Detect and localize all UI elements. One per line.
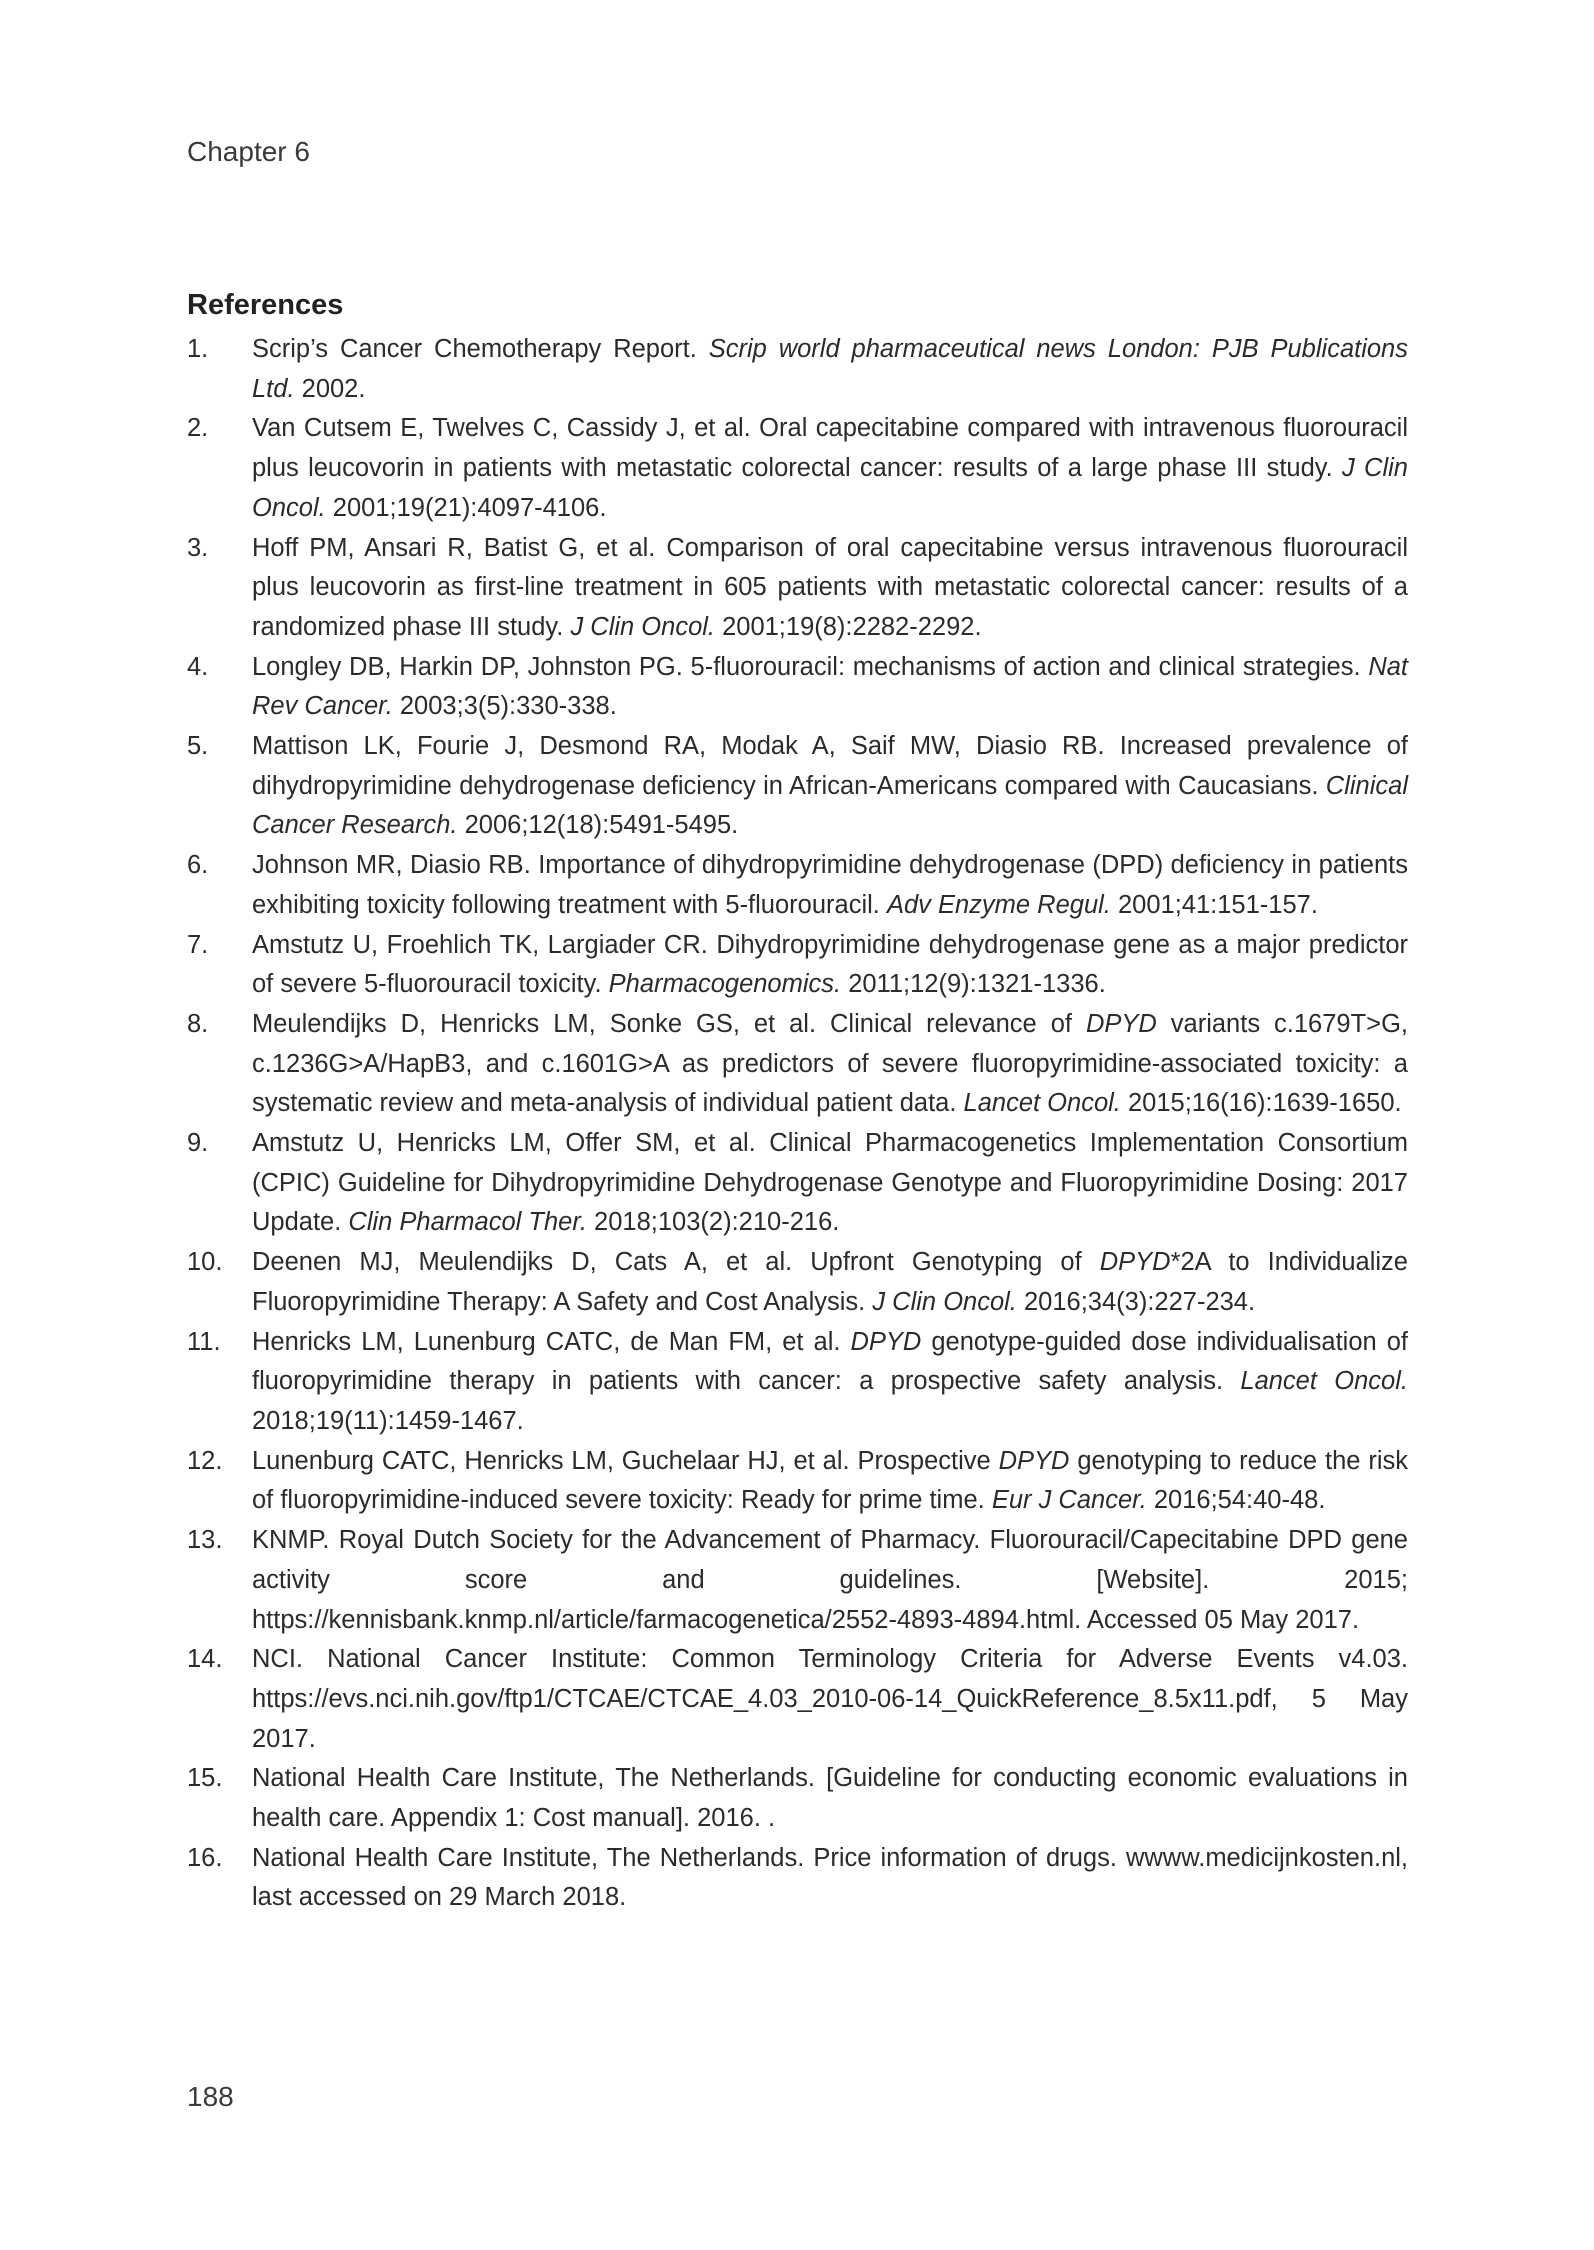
- reference-italic-segment: DPYD: [1099, 1248, 1171, 1277]
- reference-italic-segment: Adv Enzyme Regul.: [886, 890, 1111, 919]
- reference-segment: 2003;3(5):330-338.: [392, 692, 617, 721]
- reference-italic-segment: Pharmacogenomics.: [608, 970, 842, 999]
- reference-segment: *2A to Individualize Fluoropyrimidine Therapy: A Safety and Cost Analysis.: [252, 1248, 1408, 1316]
- reference-text: [252, 727, 1408, 846]
- reference-item: [187, 330, 1408, 409]
- reference-item: [187, 1243, 1408, 1322]
- page-number: 188: [187, 2081, 234, 2112]
- reference-italic-segment: DPYD: [1085, 1009, 1157, 1038]
- reference-segment: NCI. National Cancer Institute: Common Terminology Criteria for Adverse Events v4.03. https://evs.nci.nih.gov/ftp1/CTCAE/CTCAE_4.03_2010-06-14_QuickReference_8.5x11.pdf, 5 May 2017.: [252, 1645, 1408, 1753]
- reference-text: [252, 330, 1408, 409]
- reference-segment: 2018;103(2):210-216.: [586, 1208, 840, 1237]
- reference-segment: 2001;41:151-157.: [1110, 890, 1318, 919]
- reference-segment: Mattison LK, Fourie J, Desmond RA, Modak A, Saif MW, Diasio RB. Increased prevalence of dihydropyrimidine dehydrogenase deficiency in African-Americans compared with Caucasians.: [252, 732, 1408, 800]
- reference-segment: 2011;12(9):1321-1336.: [841, 970, 1106, 999]
- reference-number: 13.: [187, 1526, 223, 1555]
- reference-number: 9.: [187, 1129, 209, 1158]
- reference-segment: Henricks LM, Lunenburg CATC, de Man FM, et al.: [252, 1327, 851, 1356]
- reference-number: 3.: [187, 533, 209, 562]
- reference-segment: National Health Care Institute, The Netherlands. Price information of drugs. wwww.medicijnkosten.nl, last accessed on 29 March 2018.: [252, 1843, 1408, 1912]
- reference-segment: Van Cutsem E, Twelves C, Cassidy J, et al. Oral capecitabine compared with intravenous fluorouracil plus leucovorin in patients with metastatic colorectal cancer: results of a large phase III study.: [252, 414, 1408, 483]
- reference-segment: genotyping to reduce the risk of fluoropyrimidine-induced severe toxicity: Ready for prime time.: [252, 1446, 1408, 1515]
- reference-segment: National Health Care Institute, The Netherlands. [Guideline for conducting economic evaluations in health care. Appendix 1: Cost manual]. 2016. .: [252, 1764, 1408, 1833]
- reference-text: [252, 926, 1408, 1005]
- reference-italic-segment: Clinical Cancer Research.: [252, 771, 1408, 840]
- reference-segment: 2002.: [294, 374, 366, 403]
- reference-item: [187, 926, 1408, 1005]
- reference-number: 2.: [187, 414, 209, 443]
- reference-italic-segment: J Clin Oncol.: [872, 1287, 1017, 1316]
- reference-segment: 2018;19(11):1459-1467.: [252, 1406, 524, 1435]
- reference-segment: 2001;19(21):4097-4106.: [325, 493, 607, 522]
- reference-segment: Amstutz U, Froehlich TK, Largiader CR. Dihydropyrimidine dehydrogenase gene as a major predictor of severe 5-fluorouracil toxicity.: [252, 930, 1408, 999]
- reference-segment: Lunenburg CATC, Henricks LM, Guchelaar HJ, et al. Prospective: [252, 1446, 999, 1475]
- reference-italic-segment: Clin Pharmacol Ther.: [348, 1208, 587, 1237]
- reference-italic-segment: Lancet Oncol.: [1240, 1367, 1408, 1396]
- reference-segment: Longley DB, Harkin DP, Johnston PG. 5-fluorouracil: mechanisms of action and clinical strategies.: [252, 652, 1369, 681]
- reference-item: [187, 1759, 1408, 1838]
- reference-segment: 2001;19(8):2282-2292.: [715, 612, 982, 641]
- reference-segment: Amstutz U, Henricks LM, Offer SM, et al. Clinical Pharmacogenetics Implementation Consortium (CPIC) Guideline for Dihydropyrimidine Dehydrogenase Genotype and Fluoropyrimidine Dosing: 2017 Update.: [252, 1129, 1408, 1237]
- reference-text: [252, 648, 1408, 727]
- reference-segment: Deenen MJ, Meulendijks D, Cats A, et al. Upfront Genotyping of: [252, 1248, 1100, 1277]
- reference-list: [187, 330, 1408, 1918]
- reference-number: 1.: [187, 335, 209, 363]
- reference-number: 12.: [187, 1446, 223, 1475]
- reference-segment: Meulendijks D, Henricks LM, Sonke GS, et al. Clinical relevance of: [252, 1009, 1086, 1038]
- reference-number: 11.: [187, 1327, 221, 1356]
- reference-number: 14.: [187, 1645, 223, 1674]
- reference-text: [252, 1759, 1408, 1838]
- reference-text: [252, 846, 1408, 925]
- reference-italic-segment: DPYD: [850, 1327, 922, 1356]
- reference-number: 6.: [187, 851, 209, 880]
- reference-number: 10.: [187, 1248, 223, 1277]
- reference-item: [187, 648, 1408, 727]
- reference-text: [252, 1005, 1408, 1124]
- reference-item: [187, 727, 1408, 846]
- reference-number: 16.: [187, 1843, 223, 1872]
- reference-item: [187, 409, 1408, 528]
- reference-item: [187, 1323, 1408, 1442]
- reference-number: 7.: [187, 930, 209, 959]
- reference-segment: 2016;54:40-48.: [1146, 1486, 1326, 1515]
- reference-text: [252, 1124, 1408, 1243]
- reference-segment: 2015;16(16):1639-1650.: [1120, 1089, 1402, 1118]
- reference-number: 8.: [187, 1009, 209, 1038]
- reference-text: [252, 529, 1408, 648]
- section-heading: References: [187, 289, 344, 321]
- reference-italic-segment: Lancet Oncol.: [963, 1089, 1121, 1118]
- reference-italic-segment: J Clin Oncol.: [570, 612, 715, 641]
- reference-segment: Scrip’s Cancer Chemotherapy Report.: [252, 335, 709, 363]
- reference-item: [187, 1640, 1408, 1759]
- reference-italic-segment: Scrip world pharmaceutical news London: PJB Publications Ltd.: [252, 335, 1408, 403]
- reference-text: [252, 1521, 1408, 1640]
- reference-item: [187, 1442, 1408, 1521]
- reference-segment: KNMP. Royal Dutch Society for the Advancement of Pharmacy. Fluorouracil/Capecitabine DPD gene activity score and guidelines. [Website]. 2015; https://kennisbank.knmp.nl/article/farmacogenetica/2552-4893-4894.html. Accessed 05 May 2017.: [252, 1526, 1408, 1634]
- reference-text: [252, 1640, 1408, 1759]
- reference-italic-segment: J Clin Oncol.: [252, 454, 1408, 522]
- reference-item: [187, 1005, 1408, 1124]
- reference-item: [187, 846, 1408, 925]
- reference-number: 5.: [187, 732, 209, 761]
- reference-item: [187, 1839, 1408, 1918]
- reference-italic-segment: Eur J Cancer.: [991, 1486, 1147, 1515]
- reference-text: [252, 1243, 1408, 1322]
- reference-segment: 2016;34(3):227-234.: [1016, 1287, 1256, 1316]
- reference-italic-segment: Nat Rev Cancer.: [252, 652, 1408, 721]
- reference-segment: variants c.1679T>G, c.1236G>A/HapB3, and c.1601G>A as predictors of severe fluoropyrimidine-associated toxicity: a systematic review and meta-analysis of individual patient data.: [252, 1009, 1408, 1118]
- reference-number: 15.: [187, 1764, 223, 1793]
- reference-text: [252, 1323, 1408, 1442]
- reference-segment: Johnson MR, Diasio RB. Importance of dihydropyrimidine dehydrogenase (DPD) deficiency in patients exhibiting toxicity following treatment with 5-fluorouracil.: [252, 851, 1408, 919]
- reference-segment: Hoff PM, Ansari R, Batist G, et al. Comparison of oral capecitabine versus intravenous fluorouracil plus leucovorin as first-line treatment in 605 patients with metastatic colorectal cancer: results of a randomized phase III study.: [252, 533, 1408, 641]
- reference-number: 4.: [187, 652, 209, 681]
- reference-italic-segment: DPYD: [998, 1446, 1070, 1475]
- reference-segment: genotype-guided dose individualisation of fluoropyrimidine therapy in patients with cancer: a prospective safety analysis.: [252, 1327, 1408, 1396]
- running-header: Chapter 6: [187, 136, 310, 167]
- reference-item: [187, 1124, 1408, 1243]
- reference-item: [187, 1521, 1408, 1640]
- reference-text: [252, 1442, 1408, 1521]
- reference-item: [187, 529, 1408, 648]
- reference-text: [252, 409, 1408, 528]
- reference-segment: 2006;12(18):5491-5495.: [457, 811, 739, 840]
- reference-text: [252, 1839, 1408, 1918]
